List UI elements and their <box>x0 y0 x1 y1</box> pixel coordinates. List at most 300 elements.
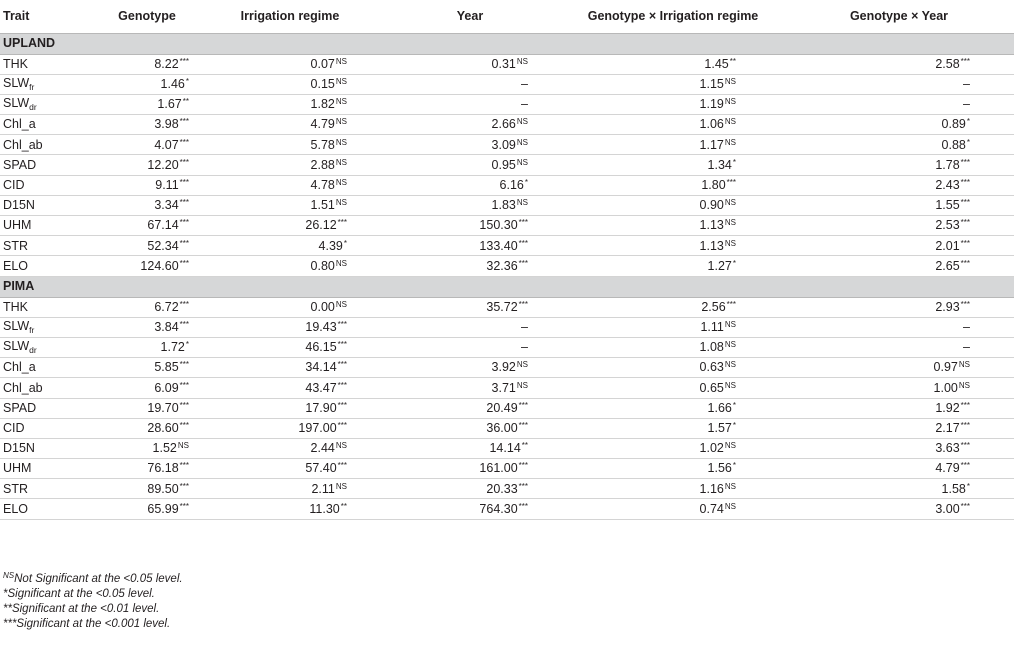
trait-name: Chl_ab <box>3 380 43 395</box>
footnote-text: **Significant at the <0.01 level. <box>3 603 160 615</box>
significance-mark: NS <box>724 198 736 208</box>
f-value: 9.11 <box>155 177 179 192</box>
cell-genotype-x-irrigation <box>562 297 784 317</box>
cell-irrigation-regime <box>202 317 378 337</box>
significance-mark: * <box>185 340 189 350</box>
significance-mark: NS <box>724 380 736 390</box>
f-value: 36.00 <box>486 421 518 436</box>
footnote-text: Not Significant at the <0.05 level. <box>14 573 183 585</box>
significance-mark: *** <box>179 137 189 147</box>
cell-genotype-x-year <box>784 418 1014 438</box>
f-value: 17.90 <box>305 400 337 415</box>
significance-mark: * <box>966 117 970 127</box>
f-value: 0.31 <box>491 56 516 71</box>
significance-mark: *** <box>518 421 528 431</box>
significance-mark: * <box>966 481 970 491</box>
significance-mark: NS <box>724 441 736 451</box>
trait-name: STR <box>3 238 28 253</box>
significance-mark: *** <box>337 400 347 410</box>
f-value: 1.13 <box>699 218 724 233</box>
cell-year <box>378 135 562 155</box>
f-value: 6.09 <box>154 380 179 395</box>
table-row <box>0 216 1014 236</box>
f-value: 0.65 <box>699 380 724 395</box>
cell-genotype-x-irrigation <box>562 256 784 276</box>
table-row <box>0 479 1014 499</box>
cell-irrigation-regime <box>202 479 378 499</box>
significance-mark: NS <box>516 198 528 208</box>
f-value: 3.84 <box>154 320 179 335</box>
f-value: 1.92 <box>935 400 960 415</box>
significance-mark: *** <box>337 218 347 228</box>
cell-year <box>378 54 562 74</box>
cell-genotype-x-irrigation <box>562 337 784 357</box>
significance-mark: * <box>732 157 736 167</box>
f-value: 2.44 <box>310 441 335 456</box>
trait-cell <box>0 54 92 74</box>
table-row <box>0 297 1014 317</box>
f-value: 1.46 <box>160 77 185 92</box>
trait-cell <box>0 135 92 155</box>
f-value: 1.15 <box>699 77 724 92</box>
significance-mark: * <box>732 421 736 431</box>
f-value: – <box>521 77 528 92</box>
header-year: Year <box>456 9 484 23</box>
trait-cell <box>0 378 92 398</box>
cell-year <box>378 479 562 499</box>
f-value: 0.07 <box>310 56 335 71</box>
f-value: 1.08 <box>699 340 724 355</box>
cell-irrigation-regime <box>202 418 378 438</box>
trait-cell <box>0 115 92 135</box>
cell-year <box>378 297 562 317</box>
cell-year <box>378 317 562 337</box>
f-value: 1.13 <box>699 238 724 253</box>
trait-cell <box>0 398 92 418</box>
trait-cell <box>0 155 92 175</box>
significance-mark: *** <box>337 360 347 370</box>
f-value: 1.06 <box>699 117 724 132</box>
cell-genotype <box>92 216 202 236</box>
significance-mark: *** <box>337 421 347 431</box>
significance-mark: NS <box>335 137 347 147</box>
f-value: 124.60 <box>140 258 179 273</box>
significance-mark: *** <box>179 238 189 248</box>
trait-name: SLW <box>3 339 30 354</box>
significance-mark: *** <box>960 198 970 208</box>
significance-mark: NS <box>724 137 736 147</box>
header-irrigation-regime: Irrigation regime <box>240 9 340 23</box>
f-value: 14.14 <box>489 441 521 456</box>
cell-genotype-x-irrigation <box>562 115 784 135</box>
significance-mark: NS <box>335 258 347 268</box>
f-value: 2.58 <box>935 56 960 71</box>
cell-year <box>378 337 562 357</box>
cell-genotype <box>92 297 202 317</box>
cell-irrigation-regime <box>202 358 378 378</box>
cell-genotype-x-year <box>784 499 1014 519</box>
trait-name: THK <box>3 299 28 314</box>
f-value: 0.90 <box>699 198 724 213</box>
significance-mark: NS <box>335 441 347 451</box>
cell-irrigation-regime <box>202 54 378 74</box>
f-value: 1.66 <box>707 400 732 415</box>
significance-mark: NS <box>516 157 528 167</box>
significance-mark: NS <box>724 117 736 127</box>
significance-mark: *** <box>960 258 970 268</box>
cell-genotype-x-year <box>784 175 1014 195</box>
f-value: 1.51 <box>310 198 335 213</box>
trait-subscript: fr <box>29 325 35 336</box>
f-value: 764.30 <box>479 501 518 516</box>
f-value: 2.01 <box>935 238 960 253</box>
cell-genotype-x-irrigation <box>562 216 784 236</box>
significance-mark: *** <box>960 218 970 228</box>
f-value: 89.50 <box>147 481 179 496</box>
f-value: 0.15 <box>310 77 335 92</box>
cell-genotype-x-year <box>784 337 1014 357</box>
f-value: 3.34 <box>154 198 179 213</box>
f-value: 12.20 <box>147 157 179 172</box>
f-value: 197.00 <box>298 421 337 436</box>
f-value: 3.63 <box>935 441 960 456</box>
f-value: 2.93 <box>935 299 960 314</box>
footnote-line <box>3 587 183 602</box>
cell-genotype-x-year <box>784 297 1014 317</box>
significance-mark: NS <box>335 56 347 66</box>
f-value: 4.79 <box>935 461 960 476</box>
f-value: 1.11 <box>700 320 724 335</box>
cell-genotype-x-irrigation <box>562 195 784 215</box>
significance-mark: *** <box>518 258 528 268</box>
f-value: 57.40 <box>305 461 337 476</box>
significance-mark: NS <box>335 299 347 309</box>
f-value: 161.00 <box>479 461 518 476</box>
cell-irrigation-regime <box>202 175 378 195</box>
cell-genotype-x-year <box>784 378 1014 398</box>
footnotes <box>3 568 183 632</box>
f-value: 3.00 <box>935 501 960 516</box>
table-row <box>0 438 1014 458</box>
cell-genotype <box>92 94 202 114</box>
cell-year <box>378 175 562 195</box>
significance-mark: NS <box>335 117 347 127</box>
footnote-text: ***Significant at the <0.001 level. <box>3 618 171 630</box>
significance-mark: * <box>732 400 736 410</box>
f-value: 1.52 <box>152 441 177 456</box>
significance-mark: NS <box>335 97 347 107</box>
trait-name: THK <box>3 56 28 71</box>
cell-genotype <box>92 438 202 458</box>
cell-genotype-x-irrigation <box>562 438 784 458</box>
trait-name: SPAD <box>3 400 37 415</box>
significance-mark: *** <box>179 117 189 127</box>
cell-genotype <box>92 499 202 519</box>
f-value: 3.92 <box>491 360 516 375</box>
significance-mark: NS <box>516 360 528 370</box>
f-value: 133.40 <box>479 238 518 253</box>
significance-mark: *** <box>179 177 189 187</box>
cell-genotype-x-irrigation <box>562 378 784 398</box>
trait-name: SLW <box>3 76 30 91</box>
trait-subscript: fr <box>29 82 35 93</box>
significance-mark: *** <box>960 56 970 66</box>
f-value: 1.80 <box>701 177 726 192</box>
f-value: 2.56 <box>701 299 726 314</box>
trait-cell <box>0 195 92 215</box>
footnote-mark: NS <box>3 571 15 580</box>
f-value: 32.36 <box>486 258 518 273</box>
table-row <box>0 115 1014 135</box>
significance-mark: NS <box>335 77 347 87</box>
f-value: – <box>963 97 970 112</box>
f-value: 1.27 <box>707 258 732 273</box>
cell-genotype-x-irrigation <box>562 175 784 195</box>
significance-mark: *** <box>179 360 189 370</box>
f-value: 20.33 <box>486 481 518 496</box>
trait-name: SLW <box>3 319 30 334</box>
f-value: 0.88 <box>941 137 966 152</box>
cell-irrigation-regime <box>202 337 378 357</box>
f-value: 1.56 <box>707 461 732 476</box>
f-value: 2.65 <box>935 258 960 273</box>
significance-mark: NS <box>724 481 736 491</box>
cell-genotype-x-irrigation <box>562 74 784 94</box>
cell-genotype-x-year <box>784 94 1014 114</box>
significance-mark: NS <box>516 117 528 127</box>
cell-year <box>378 378 562 398</box>
cell-genotype-x-irrigation <box>562 317 784 337</box>
trait-cell <box>0 175 92 195</box>
trait-name: CID <box>3 177 25 192</box>
footnote-line <box>3 602 183 617</box>
table-header <box>0 0 1014 33</box>
cell-genotype <box>92 74 202 94</box>
table-row <box>0 418 1014 438</box>
cell-year <box>378 459 562 479</box>
significance-mark: *** <box>337 320 347 330</box>
cell-irrigation-regime <box>202 499 378 519</box>
cell-genotype <box>92 175 202 195</box>
trait-cell <box>0 297 92 317</box>
header-genotype-x-irrigation: Genotype × Irrigation regime <box>587 9 759 23</box>
trait-cell <box>0 256 92 276</box>
cell-genotype <box>92 256 202 276</box>
significance-mark: *** <box>518 501 528 511</box>
f-value: 1.78 <box>935 157 960 172</box>
footnote-text: *Significant at the <0.05 level. <box>3 588 155 600</box>
significance-mark: *** <box>960 157 970 167</box>
trait-name: SLW <box>3 96 30 111</box>
section-label: PIMA <box>0 276 1014 297</box>
cell-year <box>378 499 562 519</box>
table-row <box>0 459 1014 479</box>
cell-year <box>378 195 562 215</box>
cell-irrigation-regime <box>202 438 378 458</box>
significance-mark: NS <box>335 481 347 491</box>
cell-year <box>378 74 562 94</box>
cell-genotype-x-irrigation <box>562 479 784 499</box>
trait-name: ELO <box>3 258 29 273</box>
f-value: 1.16 <box>699 481 724 496</box>
trait-cell <box>0 499 92 519</box>
cell-genotype-x-year <box>784 195 1014 215</box>
f-value: – <box>521 340 528 355</box>
trait-name: SPAD <box>3 157 37 172</box>
trait-cell <box>0 94 92 114</box>
trait-cell <box>0 459 92 479</box>
f-value: 65.99 <box>147 501 179 516</box>
cell-irrigation-regime <box>202 115 378 135</box>
cell-genotype-x-irrigation <box>562 358 784 378</box>
cell-irrigation-regime <box>202 216 378 236</box>
cell-irrigation-regime <box>202 459 378 479</box>
significance-mark: *** <box>179 218 189 228</box>
f-value: 1.00 <box>933 380 958 395</box>
f-value: 52.34 <box>147 238 179 253</box>
cell-genotype-x-irrigation <box>562 155 784 175</box>
f-value: 1.34 <box>707 157 732 172</box>
significance-mark: *** <box>960 299 970 309</box>
cell-year <box>378 216 562 236</box>
significance-mark: NS <box>335 157 347 167</box>
trait-name: D15N <box>3 441 35 456</box>
f-value: 19.43 <box>305 320 337 335</box>
significance-mark: *** <box>518 218 528 228</box>
f-value: 0.80 <box>310 258 335 273</box>
f-value: 1.82 <box>310 97 335 112</box>
table-row <box>0 155 1014 175</box>
cell-genotype <box>92 378 202 398</box>
cell-genotype-x-year <box>784 135 1014 155</box>
f-value: 34.14 <box>305 360 337 375</box>
cell-irrigation-regime <box>202 195 378 215</box>
f-value: 0.00 <box>310 299 335 314</box>
significance-mark: *** <box>518 238 528 248</box>
cell-genotype-x-irrigation <box>562 418 784 438</box>
significance-mark: *** <box>179 380 189 390</box>
significance-mark: * <box>732 258 736 268</box>
f-value: 3.71 <box>491 380 516 395</box>
f-value: 1.57 <box>707 421 732 436</box>
section-row-pima <box>0 276 1014 297</box>
significance-mark: NS <box>516 380 528 390</box>
trait-name: Chl_ab <box>3 137 43 152</box>
f-value: 4.07 <box>154 137 179 152</box>
significance-mark: * <box>524 177 528 187</box>
cell-genotype-x-irrigation <box>562 135 784 155</box>
significance-mark: *** <box>518 481 528 491</box>
cell-year <box>378 94 562 114</box>
table-row <box>0 398 1014 418</box>
significance-mark: * <box>343 238 347 248</box>
significance-mark: * <box>185 77 189 87</box>
significance-mark: * <box>966 137 970 147</box>
cell-genotype-x-year <box>784 459 1014 479</box>
significance-mark: NS <box>724 340 736 350</box>
cell-genotype-x-irrigation <box>562 499 784 519</box>
f-value: 26.12 <box>305 218 337 233</box>
cell-genotype-x-year <box>784 74 1014 94</box>
table-row <box>0 337 1014 357</box>
cell-genotype <box>92 155 202 175</box>
f-value: 2.11 <box>311 481 335 496</box>
cell-irrigation-regime <box>202 135 378 155</box>
significance-mark: *** <box>179 320 189 330</box>
significance-mark: *** <box>179 461 189 471</box>
significance-mark: *** <box>960 400 970 410</box>
f-value: 28.60 <box>147 421 179 436</box>
significance-mark: *** <box>726 177 736 187</box>
cell-year <box>378 438 562 458</box>
table-row <box>0 175 1014 195</box>
f-value: 1.45 <box>704 56 729 71</box>
cell-irrigation-regime <box>202 74 378 94</box>
header-genotype: Genotype <box>118 9 176 23</box>
cell-genotype <box>92 358 202 378</box>
cell-year <box>378 155 562 175</box>
significance-mark: *** <box>179 258 189 268</box>
significance-mark: NS <box>516 137 528 147</box>
f-value: 5.85 <box>154 360 179 375</box>
table-row <box>0 135 1014 155</box>
significance-mark: NS <box>724 97 736 107</box>
f-value: 6.72 <box>154 299 179 314</box>
trait-cell <box>0 418 92 438</box>
significance-mark: NS <box>724 501 736 511</box>
significance-mark: *** <box>337 380 347 390</box>
significance-mark: *** <box>960 177 970 187</box>
cell-irrigation-regime <box>202 378 378 398</box>
table-body <box>0 33 1014 519</box>
cell-genotype-x-year <box>784 216 1014 236</box>
trait-name: D15N <box>3 198 35 213</box>
significance-mark: *** <box>960 461 970 471</box>
significance-mark: * <box>732 461 736 471</box>
cell-genotype-x-year <box>784 438 1014 458</box>
significance-mark: *** <box>179 421 189 431</box>
significance-mark: ** <box>521 441 528 451</box>
f-value: – <box>963 77 970 92</box>
footnote-line <box>3 617 183 632</box>
f-value: – <box>963 340 970 355</box>
significance-mark: NS <box>724 320 736 330</box>
table-row <box>0 94 1014 114</box>
significance-mark: NS <box>958 380 970 390</box>
f-value: 2.17 <box>935 421 960 436</box>
significance-mark: *** <box>518 299 528 309</box>
f-value: 76.18 <box>147 461 179 476</box>
f-value: 8.22 <box>154 56 179 71</box>
f-value: 2.66 <box>491 117 516 132</box>
trait-cell <box>0 479 92 499</box>
trait-name: Chl_a <box>3 117 36 132</box>
trait-name: STR <box>3 481 28 496</box>
trait-name: CID <box>3 421 25 436</box>
cell-genotype-x-irrigation <box>562 94 784 114</box>
trait-cell <box>0 438 92 458</box>
cell-genotype <box>92 115 202 135</box>
f-value: 1.19 <box>699 97 724 112</box>
cell-genotype <box>92 135 202 155</box>
cell-genotype-x-year <box>784 256 1014 276</box>
cell-irrigation-regime <box>202 236 378 256</box>
f-value: 5.78 <box>310 137 335 152</box>
trait-subscript: dr <box>29 102 37 113</box>
f-value: 20.49 <box>486 400 518 415</box>
significance-mark: ** <box>182 97 189 107</box>
table-row <box>0 358 1014 378</box>
